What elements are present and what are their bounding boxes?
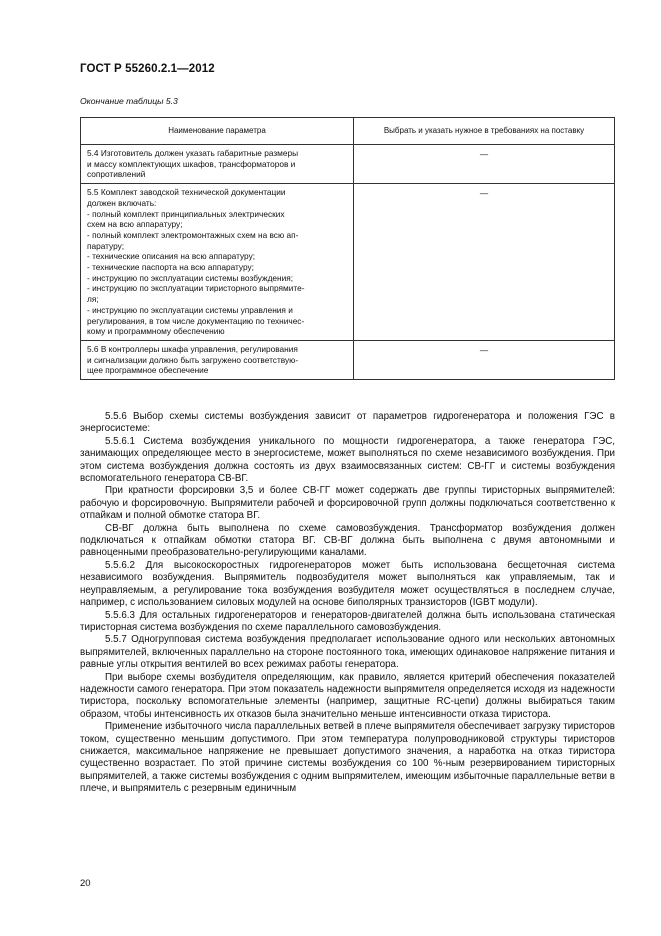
parameter-line: ля;	[87, 294, 99, 305]
parameter-line: 5.5 Комплект заводской технической документации	[87, 187, 286, 198]
parameter-line: - полный комплект электромонтажных схем на всю ап-	[87, 229, 299, 240]
parameter-cell	[81, 184, 354, 341]
parameter-line: - инструкцию по эксплуатации тиристорного выпрямите-	[87, 283, 305, 294]
parameter-line: - инструкцию по эксплуатации системы возбуждения;	[87, 272, 294, 283]
value-dash: —	[479, 188, 489, 199]
parameter-line: 5.6 В контроллеры шкафа управления, регулирования	[87, 343, 298, 354]
table-caption: Окончание таблицы 5.3	[80, 96, 178, 106]
standard-header: ГОСТ Р 55260.2.1—2012	[80, 63, 215, 75]
column-header: Выбрать и указать нужное в требованиях на поставку	[354, 118, 615, 145]
body-paragraph: При выборе схемы возбудителя определяющим, как правило, является критерий обеспечения показателей надежности самого генератора. При этом показатель надежности выпрямителя определяется исходя из надежности тиристора, поскольку вспомогательные элементы (например, защитные RC-цепи) должны выбираться таким образом, чтобы интенсивность их отказов была значительно меньше интенсивности отказа тиристора.	[80, 671, 615, 720]
value-dash: —	[479, 149, 489, 159]
parameter-line: - инструкцию по эксплуатации системы управления и	[87, 304, 293, 315]
body-paragraph: При кратности форсировки 3,5 и более СВ-ГГ может содержать две группы тиристорных выпрямителей: рабочую и форсировочную. Выпрямители рабочей и форсировочной групп должны подключаться соответственно к отпайкам и полной обмотке статора ВГ.	[80, 485, 615, 522]
parameter-line: - технические описания на всю аппаратуру;	[87, 251, 256, 262]
table-row	[81, 340, 615, 379]
parameter-line: - полный комплект принципиальных электрических	[87, 208, 285, 219]
body-paragraph: 5.5.6 Выбор схемы системы возбуждения зависит от параметров гидрогенератора и положения ГЭС в энергосистеме:	[80, 411, 615, 435]
table-row	[81, 145, 615, 184]
body-paragraph: СВ-ВГ должна быть выполнена по схеме самовозбуждения. Трансформатор возбуждения должен подключаться к отпайкам обмотки статора ВГ. СВ-ВГ должна быть выполнена с двумя автономными и равноценными преобразовательно-регулирующими каналами.	[80, 522, 615, 559]
body-paragraph: Применение избыточного числа параллельных ветвей в плече выпрямителя обеспечивает загрузку тиристоров током, существенно меньшим допустимого. При этом температура полупроводниковой структуры тиристоров снижается, максимальное напряжение не превышает допустимого значения, а наработка на отказ тиристора существенно возрастает. По этой причине системы возбуждения со 100 %-ным резервированием тиристорных выпрямителей, а также системы возбуждения с одним выпрямителем, имеющим избыточные параллельные ветви в плече, и выпрямитель с резервным единичным	[80, 721, 615, 795]
parameter-line: регулирования, в том числе документацию по техничес-	[87, 315, 305, 326]
parameter-line: и сигнализации должно быть загружено соответствую-	[87, 354, 299, 365]
table-row	[81, 184, 615, 341]
parameter-line: - технические паспорта на всю аппаратуру;	[87, 262, 254, 273]
parameter-line: и массу комплектующих шкафов, трансформаторов и	[87, 158, 296, 169]
value-cell	[354, 145, 615, 184]
value-cell	[354, 340, 615, 379]
parameter-cell	[81, 340, 354, 379]
body-paragraph: 5.5.6.1 Система возбуждения уникального по мощности гидрогенератора, а также генератора ГЭС, занимающих определяющее место в энергосистеме, может выполняться по схеме независимого возбуждения. При этом система возбуждения должна состоять из двух взаимосвязанных систем: СВ-ГГ и системы возбуждения вспомогательного генератора СВ-ВГ.	[80, 435, 615, 485]
parameter-line: кому и программному обеспечению	[87, 326, 225, 337]
table-header-row	[81, 118, 615, 145]
parameter-line: 5.4 Изготовитель должен указать габаритные размеры	[87, 148, 299, 158]
parameter-line: щее программное обеспечение	[87, 365, 209, 376]
parameter-table	[80, 117, 615, 380]
parameter-line: должен включать:	[87, 197, 157, 208]
body-paragraph: 5.5.6.2 Для высокоскоростных гидрогенераторов может быть использована бесщеточная система независимого возбуждения. Выпрямитель подвозбудителя может выполняться как управляемым, так и неуправляемым, а регулирование тока возбуждения возбудителя может осуществляться в последнем случае, например, с использованием силовых модулей на основе биполярных транзисторов (IGBT модули).	[80, 559, 615, 609]
parameter-line: сопротивлений	[87, 169, 146, 180]
body-paragraph: 5.5.7 Одногрупповая система возбуждения предполагает использование одного или нескольких автономных выпрямителей, включенных параллельно на стороне постоянного тока, имеющих одинаковое напряжение питания и равные углы открытия вентилей во всех режимах работы генератора.	[80, 634, 615, 671]
column-header: Наименование параметра	[81, 118, 354, 145]
value-cell	[354, 184, 615, 341]
body-text	[80, 411, 615, 796]
parameter-line: паратуру;	[87, 240, 125, 251]
page-number: 20	[80, 878, 91, 889]
parameter-cell	[81, 145, 354, 184]
parameter-line: схем на всю аппаратуру;	[87, 219, 183, 230]
value-dash: —	[479, 344, 489, 355]
body-paragraph: 5.5.6.3 Для остальных гидрогенераторов и генераторов-двигателей должна быть использована статическая тиристорная система возбуждения по схеме параллельного самовозбуждения.	[80, 609, 615, 633]
